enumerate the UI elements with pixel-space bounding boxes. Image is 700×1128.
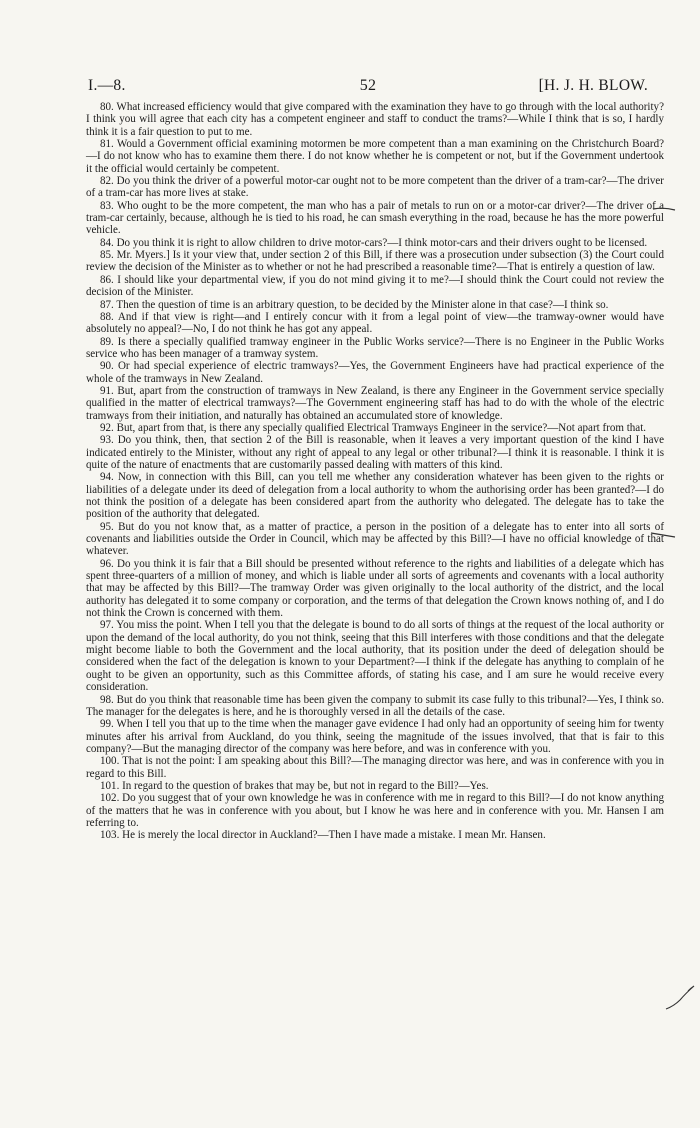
paragraph-87: 87. Then the question of time is an arbitrary question, to be decided by the Minister alone in that case?—I think so. [100, 298, 609, 311]
paper-reference: I.—8. [88, 77, 126, 94]
margin-dash-mark-top [652, 205, 676, 213]
paragraph-84: 84. Do you think it is right to allow children to drive motor-cars?—I think motor-cars and their drivers ought to be licensed. [100, 236, 648, 249]
testimony-text [86, 101, 664, 842]
paragraph-103: 103. He is merely the local director in Auckland?—Then I have made a mistake. I mean Mr. Hansen. [100, 829, 546, 842]
paragraph-93: 93. Do you think, then, that section 2 of the Bill is reasonable, when it leaves a very important question of the kind I have indicated entirely to the Minister, without any right of appeal to any legal or other tribunal?—I think it is reasonable. I think it is quite of the nature of enactments that are customarily passed dealing with matters of this kind. [86, 434, 664, 471]
paragraph-91: 91. But, apart from the construction of tramways in New Zealand, is there any Engineer in the Government service specially qualified in the matter of electrical tramways?—The Government engineering staff has had to do with the whole of the electric tramways from their initiation, and naturally has obtained an accumulated store of knowledge. [86, 384, 664, 422]
paragraph-99: 99. When I tell you that up to the time when the manager gave evidence I had only had an opportunity of seeing him for twenty minutes after his arrival from Auckland, do you think, seeing the magnitude of the issues involved, that that is fair to this company?—But the managing director of the company was here before, and was in conference with you. [86, 718, 664, 755]
paragraph-90: 90. Or had special experience of electric tramways?—Yes, the Government Engineers have had practical experience of the whole of the tramways in New Zealand. [86, 360, 664, 385]
witness-name: [H. J. H. BLOW. [538, 77, 648, 94]
paragraph-97: 97. You miss the point. When I tell you that the delegate is bound to do all sorts of things at the request of the local authority or upon the demand of the local authority, do you not think, seeing that this Bill interferes with those conditions and that the delegate might become liable to both the Government and the local authority, that its position under the deed of delegation should be considered when the fact of the delegation is known to your Department?—I think if the delegate has anything to complain of he ought to be given an opportunity, such as this Committee affords, of stating his case, and I am sure he would receive every consideration. [86, 619, 664, 694]
paragraph-86: 86. I should like your departmental view, if you do not mind giving it to me?—I should think the Court could not review the decision of the Minister. [86, 273, 664, 299]
margin-dash-mark-middle [650, 530, 676, 540]
paragraph-82: 82. Do you think the driver of a powerful motor-car ought not to be more competent than the driver of a tram-car?—The driver of a tram-car has more lives at stake. [86, 175, 664, 200]
paragraph-98: 98. But do you think that reasonable time has been given the company to submit its case fully to this tribunal?—Yes, I think so. The manager for the delegates is here, and he is thoroughly versed in all the details of the case. [86, 693, 664, 718]
paragraph-81: 81. Would a Government official examining motormen be more competent than a man examining on the Christchurch Board?—I do not know who has to examine them there. I do not know whether he is competent or not, but if the Government undertook it the official would certainly be competent. [86, 138, 664, 175]
paragraph-89: 89. Is there a specially qualified tramway engineer in the Public Works service?—There is no Engineer in the Public Works service who has been manager of a tramway system. [86, 335, 664, 360]
paragraph-94: 94. Now, in connection with this Bill, can you tell me whether any consideration whatever has been given to the rights or liabilities of a delegate under its deed of delegation from a local authority to whom the authorising order has been granted?—I do not think the position of a delegate has been considered apart from the authority who delegated. The delegate has to take the position of the authority that delegated. [86, 471, 664, 521]
paragraph-101: 101. In regard to the question of brakes that may be, but not in regard to the Bill?—Yes. [100, 779, 489, 792]
paragraph-96: 96. Do you think it is fair that a Bill should be presented without reference to the rights and liabilities of a delegate which has spent three-quarters of a million of money, and which is liable under all sorts of agreements and covenants with a local authority that may be affected by this Bill?—The tramway Order was given originally to the local authority of the district, and the local authority has delegated it to some company or corporation, and the terms of that delegation the Crown knows nothing of, and I do not think the Crown is concerned with them. [86, 557, 664, 620]
page-header [88, 77, 648, 95]
paragraph-80: 80. What increased efficiency would that give compared with the examination they have to go through with the local authority? I think you will agree that each city has a competent engineer and staff to conduct the trams?—While I think that is so, I hardly think it is a fair question to put to me. [86, 101, 664, 138]
page-number: 52 [359, 77, 377, 94]
paragraph-100: 100. That is not the point: I am speaking about this Bill?—The managing director was here, and was in conference with you in regard to this Bill. [86, 755, 664, 780]
paragraph-92: 92. But, apart from that, is there any specially qualified Electrical Tramways Engineer in the service?—Not apart from that. [100, 421, 647, 434]
paragraph-102: 102. Do you suggest that of your own knowledge he was in conference with me in regard to this Bill?—I do not know anything of the matters that he was in conference with you about, but I know he was here and in conference with you. Mr. Hansen I am referring to. [86, 792, 664, 829]
paragraph-95: 95. But do you not know that, as a matter of practice, a person in the position of a delegate has to enter into all sorts of covenants and liabilities outside the Order in Council, which may be affected by this Bill?—I have no official knowledge of that whatever. [86, 520, 664, 558]
paragraph-88: 88. And if that view is right—and I entirely concur with it from a legal point of view—the tramway-owner would have absolutely no appeal?—No, I do not think he has got any appeal. [86, 310, 664, 336]
paragraph-85: 85. Mr. Myers.] Is it your view that, under section 2 of this Bill, if there was a prosecution under subsection (3) the Court could review the decision of the Minister as to whether or not he had prescribed a reasonable time?—That is entirely a question of law. [86, 249, 664, 274]
paragraph-83: 83. Who ought to be the more competent, the man who has a pair of metals to run on or a motor-car driver?—The driver of a tram-car certainly, because, although he is tied to his road, he can smash everything in the road, because he has the more powerful vehicle. [86, 199, 664, 237]
margin-squiggle-mark [664, 982, 696, 1012]
